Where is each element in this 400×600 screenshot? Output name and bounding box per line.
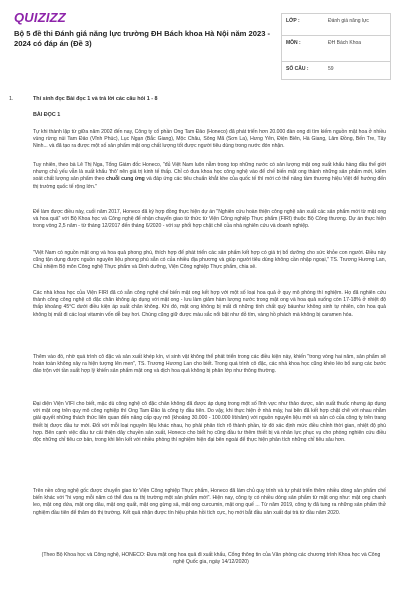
paragraph-4: "Việt Nam có nguồn mật ong và hoa quả phong phú, thích hợp để phát triển các sản phẩm kết hợp có giá trị bổ dưỡng cho sức khỏe con người. Điều này cũng tận dụng được nguồn nguyên liệu phong phú sẵn có của nhiều địa phương và giúp người tiêu dùng không cần nhập ngoại," TS. Trương Hương Lan, Chủ nhiệm Bộ môn Công nghệ Thực phẩm và Dinh dưỡng, Viện Công nghiệp Thực phẩm, chia sẻ. [33,250,386,271]
paragraph-8: Trên nền công nghệ gốc được chuyển giao từ Viện Công nghiệp Thực phẩm, Honeco đã làm chủ quy trình và tự phát triển thêm nhiều dòng sản phẩm chế biến khác với "hi vọng mỗi năm có thể đưa ra thị trường một sản phẩm mới". Hiện nay, công ty có nhiều dòng sản phẩm từ mật ong như: mật ong chanh leo, mật ong dứa, mật ong dâu, mật ong quất, mật ong gừng sả, mật ong curcumin, mật ong quế ... Từ năm 2019, công ty đã tung ra những sản phẩm thử nghiệm đầu tiên để thăm dò thị trường. Kết quả nhận được tín hiệu phản hồi tích cực, họ mới bắt đầu sản xuất đại trà từ đầu năm 2020. [33,488,386,516]
paragraph-7: Đại diện Viện VIFI cho biết, mặc dù công nghệ cô đặc chân không đã được áp dụng trong một số lĩnh vực như thảo dược, sản xuất thuốc nhưng áp dụng với mật ong trên quy mô công nghiệp thì Ong Tam Đảo là công ty đầu tiên. Do vậy, khi thực hiện ở nhà máy, hai bên đã kết hợp chặt chẽ với nhau nhằm giải quyết những thách thức liên quan đến nâng cấp quy mô (khoảng 30.000 - 100.000 lít/năm) với nguồn nguyên liệu mới và sản có của công ty trên trang thiết bị được đầu tư mới. Đối với mỗi loại nguyên liệu khác nhau, họ phải phân tích rõ thành phần, từ đó xác định mức điều chỉnh thời gian, nhiệt độ phù hợp. Bên cạnh việc đầu tư cải thiện dây chuyền sản xuất, Honeco cho biết họ cũng đầu tư thêm thiết bị và nhân lực phục vụ cho phòng nghiên cứu điều độc những chỉ tiêu cơ bản, trong khi liên kết với nhiều phòng thí nghiệm hiện đại bên ngoài để thực hiện phân tích những chỉ tiêu sâu hơn. [33,401,386,444]
count-label: SỐ CÂU : [286,66,309,72]
paragraph-1: Tự khi thành lập từ giữa năm 2002 đến nay, Công ty cổ phần Ong Tam Đảo (Honeco) đã phát triển hơn 20.000 đàn ong di tìm kiếm nguồn mật hoa ở nhiều vùng rừng núi Tam Đảo (Vĩnh Phúc), Lục Ngạn (Bắc Giang), Mộc Châu, Sông Mã (Sơn La), Hưng Yên, Điện Biên, Hà Giang, Lâm Đồng, Bến Tre, Tây Ninh... và đã tạo ra được một số sản phẩm mật ong chất lượng tốt được người tiêu dùng trong nước đón nhận. [33,129,386,150]
paragraph-3: Để làm được điều này, cuối năm 2017, Honeco đã ký hợp đồng thực hiện dự án "Nghiên cứu hoàn thiện công nghệ sản xuất các sản phẩm mới từ mật ong và hoa quả" với Bộ Khoa học và Công nghệ để nhận chuyển giao từ thức từ Viện Công nghiệp Thực phẩm (FIRI) thuộc Bộ Công thương. Dự án thực hiện trong vòng 2,5 năm - từ tháng 12/2017 đến tháng 6/2020 - với sự phối hợp chặt chẽ của nhà nghiên cứu và doanh nghiệp. [33,209,386,230]
paragraph-5: Các nhà khoa học của Viện FIRI đã có sẵn công nghệ chế biến mật ong kết hợp với một số loại hoa quả ở quy mô phòng thí nghiệm. Họ đã nghiên cứu thành công công nghệ cô đặc chân không áp dụng với mật ong - lưu làm giảm hàm lượng nước trong mật ong và hoa quả xuống còn 17-18% ở nhiệt độ thấp khoảng 45°C dưới điều kiện áp suất chân không. Khi đó, mật ong không bị mất đi những tính chất quý báunhư không sinh tự nhiên, còn hoa quả không bị mất đi các loại vitamin vốn dễ bay hơi. Chúng cũng giữ được màu sắc nổi bật như đỏ tím, vàng hồ phách mà không bị caramen hóa. [33,290,386,318]
paragraph-6: Thêm vào đó, nhờ quá trình cô đặc và sản xuất khép kín, vi sinh vật không thể phát triển trong các điều kiện này, khiến "trong vòng hai năm, sản phẩm sẽ hoàn toàn không xảy ra hiện tượng lên men", TS. Trương Hương Lan cho biết. Trong quá trình cô đặc, các nhà khoa học cũng khéo léo bổ sung các bước đảo trộn với tần suất hợp lý khiến sản phẩm mật ong và dịch hoa quả không bị phân lớp như thông thường. [33,354,386,375]
reading-title: BÀI ĐỌC 1 [33,112,61,118]
count-value: 59 [328,66,334,72]
subject-label: MÔN : [286,40,301,46]
meta-row-class [282,14,390,36]
document-header [0,0,400,84]
paragraph-2-start: Tuy nhiên, theo bà Lê Thị Nga, Tổng Giám đốc Honeco, "đủ Việt Nam luôn nằm trong top những nước có sản lượng mật ong xuất khẩu hàng đầu thế giới nhưng chủ yếu vẫn là xuất khẩu 'thô' nên giá trị kinh tế thấp. Chỉ có đưa khoa học công nghệ vào để chế biến mật ong thành những sản phẩm mới, kiểm soát chất lượng sản phẩm theo [33,162,386,183]
meta-row-subject [282,36,390,62]
class-label: LỚP : [286,18,300,24]
class-value: Đánh giá năng lực [328,18,369,24]
paragraph-2 [33,162,386,191]
paragraph-2-bold: chuỗi cung ứng [106,176,145,183]
question-title: Thí sinh đọc Bài đọc 1 và trả lời các câu hỏi 1 - 8 [33,96,158,102]
page-title: Bộ 5 đề thi Đánh giá năng lực trường ĐH Bách khoa Hà Nội năm 2023 - 2024 có đáp án (Đề 3) [14,29,271,48]
quizizz-logo: QUIZIZZ [14,10,66,25]
subject-value: ĐH Bách Khoa [328,40,362,46]
question-number: 1. [9,96,14,102]
meta-row-count [282,62,390,79]
meta-info-box [281,13,391,80]
paragraph-2-end: và đáp ứng các tiêu chuẩn khắt khe của quốc tế thì mới có thể nâng tầm thương hiệu Việt để hướng đến thị trường quốc tế rộng lớn." [33,176,386,190]
source-citation: (Theo Bộ Khoa học và Công nghệ, HONECO: Đưa mật ong hoa quả đi xuất khẩu, Cổng thông tin của Văn phòng các chương trình Khoa học và Công nghệ Quốc gia, ngày 14/12/2020) [41,552,381,566]
